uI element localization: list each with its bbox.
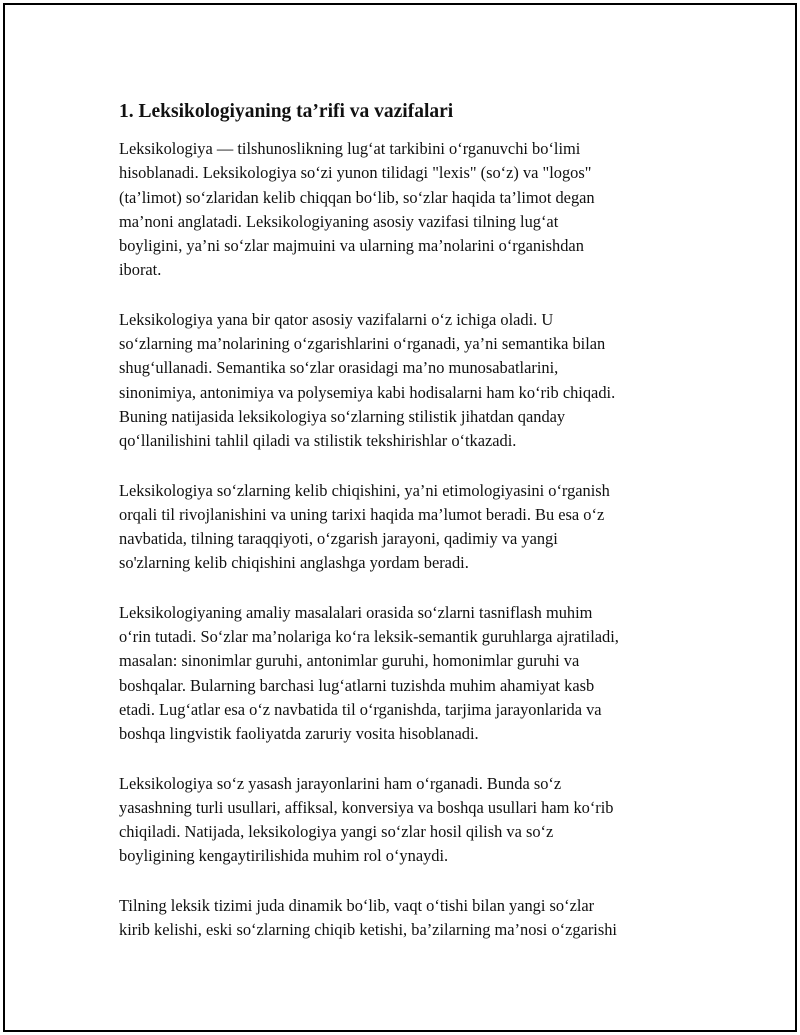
paragraph-spacer: [119, 747, 699, 772]
paragraph-spacer: [119, 576, 699, 601]
text-line: Leksikologiya — tilshunoslikning lug‘at tarkibini o‘rganuvchi bo‘limi: [119, 139, 581, 158]
text-line: (ta’limot) so‘zlaridan kelib chiqqan bo‘lib, so‘zlar haqida ta’limot degan: [119, 187, 595, 207]
text-line: kirib kelishi, eski so‘zlarning chiqib ketishi, ba’zilarning ma’nosi o‘zgarishi: [119, 920, 617, 940]
text-line: chiqiladi. Natijada, leksikologiya yangi so‘zlar hosil qilish va so‘z: [119, 822, 554, 842]
text-line: Leksikologiyaning amaliy masalalari orasida so‘zlarni tasniflash muhim: [119, 602, 593, 622]
text-line: Leksikologiya yana bir qator asosiy vazifalarni o‘z ichiga oladi. U: [119, 309, 554, 329]
text-line: boshqalar. Bularning barchasi lug‘atlarni tuzishda muhim ahamiyat kasb: [119, 675, 595, 695]
text-line: yasashning turli usullari, affiksal, konversiya va boshqa usullari ham ko‘rib: [119, 797, 614, 817]
text-line: Leksikologiya so‘zlarning kelib chiqishini, ya’ni etimologiyasini o‘rganish: [119, 480, 610, 500]
text-line: navbatida, tilning taraqqiyoti, o‘zgarish jarayoni, qadimiy va yangi: [119, 529, 558, 549]
paragraph-spacer: [119, 454, 699, 479]
text-line: Buning natijasida leksikologiya so‘zlarning stilistik jihatdan qanday: [119, 406, 566, 426]
text-line: shug‘ullanadi. Semantika so‘zlar orasidagi ma’no munosabatlarini,: [119, 358, 559, 378]
paragraph-spacer: [119, 283, 699, 308]
text-line: sinonimiya, antonimiya va polysemiya kabi hodisalarni ham ko‘rib chiqadi.: [119, 382, 616, 402]
paragraph: [119, 772, 699, 869]
paragraph-list: [119, 137, 699, 942]
text-line: masalan: sinonimlar guruhi, antonimlar guruhi, homonimlar guruhi va: [119, 651, 580, 671]
text-line: ma’noni anglatadi. Leksikologiyaning asosiy vazifasi tilning lug‘at: [119, 211, 559, 231]
text-line: etadi. Lug‘atlar esa o‘z navbatida til o‘rganishda, tarjima jarayonlarida va: [119, 699, 602, 719]
text-line: o‘rin tutadi. So‘zlar ma’nolariga ko‘ra leksik-semantik guruhlarga ajratiladi,: [119, 627, 619, 647]
paragraph: [119, 308, 699, 454]
text-line: so'zlarning kelib chiqishini anglashga yordam beradi.: [119, 553, 469, 573]
page-frame: [3, 3, 797, 1032]
paragraph: [119, 894, 699, 943]
text-line: hisoblanadi. Leksikologiya so‘zi yunon tilidagi "lexis" (so‘z) va "logos": [119, 163, 592, 183]
text-line: Leksikologiya so‘z yasash jarayonlarini ham o‘rganadi. Bunda so‘z: [119, 773, 562, 793]
text-line: Tilning leksik tizimi juda dinamik bo‘lib, vaqt o‘tishi bilan yangi so‘zlar: [119, 895, 595, 915]
paragraph: [119, 601, 699, 747]
section-heading: 1. Leksikologiyaning ta’rifi va vazifalari: [119, 101, 454, 122]
text-line: boyligini, ya’ni so‘zlar majmuini va ularning ma’nolarini o‘rganishdan: [119, 236, 584, 256]
text-line: qo‘llanilishini tahlil qiladi va stilistik tekshirishlar o‘tkazadi.: [119, 431, 517, 451]
text-line: iborat.: [119, 260, 162, 280]
text-line: so‘zlarning ma’nolarining o‘zgarishlarini o‘rganadi, ya’ni semantika bilan: [119, 334, 606, 354]
paragraph: [119, 137, 699, 283]
document-body: [119, 99, 699, 942]
paragraph-spacer: [119, 869, 699, 894]
text-line: boyligining kengaytirilishida muhim rol o‘ynaydi.: [119, 846, 449, 866]
text-line: orqali til rivojlanishini va uning tarixi haqida ma’lumot beradi. Bu esa o‘z: [119, 504, 605, 524]
paragraph: [119, 479, 699, 576]
text-line: boshqa lingvistik faoliyatda zaruriy vosita hisoblanadi.: [119, 724, 479, 744]
